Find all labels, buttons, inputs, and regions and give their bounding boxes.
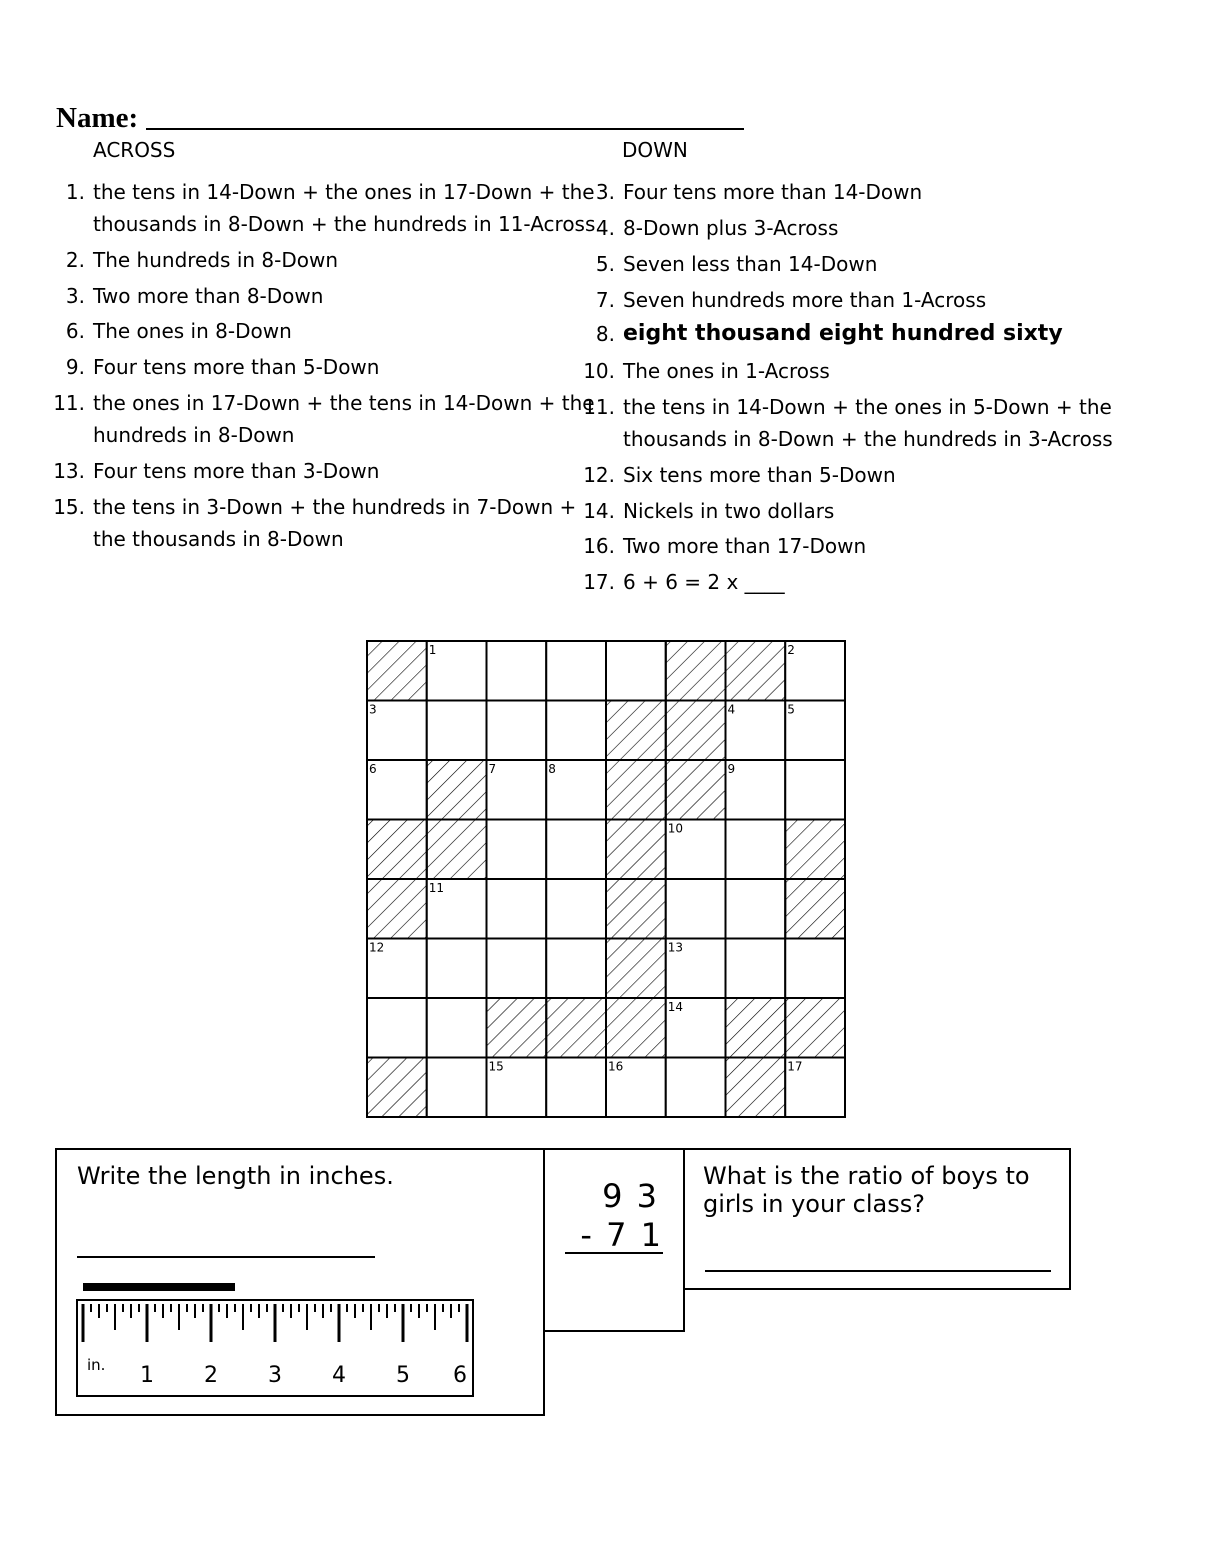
shaded-cell [606, 879, 666, 939]
cell-number: 2 [787, 643, 795, 657]
clue-number: 15. [53, 495, 85, 519]
grid-cell[interactable] [487, 641, 547, 701]
clue-number: 14. [583, 499, 615, 523]
cell-number: 13 [667, 940, 684, 955]
clue-number: 13. [53, 459, 85, 483]
cell-number: 6 [369, 762, 377, 776]
grid-cell[interactable] [427, 939, 487, 999]
crossword-grid [366, 640, 846, 1118]
shaded-cell [606, 701, 666, 761]
grid-cell[interactable] [546, 1058, 606, 1118]
ruler-number: 1 [140, 1363, 154, 1388]
shaded-cell [666, 641, 726, 701]
clue-number: 7. [595, 288, 615, 312]
length-answer-line[interactable] [77, 1256, 375, 1258]
cell-number: 15 [488, 1059, 504, 1074]
shaded-cell [726, 998, 786, 1058]
shaded-cell [427, 760, 487, 820]
name-field[interactable] [146, 128, 744, 130]
clue-number: 3. [65, 284, 85, 308]
grid-cell[interactable] [606, 641, 666, 701]
clue-number: 1. [65, 180, 85, 204]
cell-number: 1 [428, 643, 437, 657]
grid-cell[interactable] [427, 1058, 487, 1118]
shaded-cell [546, 998, 606, 1058]
grid-cell[interactable] [666, 879, 726, 939]
name-label: Name: [56, 102, 139, 134]
clue-text: Six tens more than 5-Down [623, 463, 896, 487]
ruler-unit-label: in. [87, 1356, 106, 1374]
down-heading: DOWN [622, 138, 688, 162]
length-prompt: Write the length in inches. [77, 1162, 394, 1190]
shaded-cell [726, 641, 786, 701]
cell-number: 7 [488, 762, 497, 776]
measured-object-bar [83, 1283, 235, 1291]
ruler-number: 6 [453, 1363, 467, 1388]
shaded-cell [666, 701, 726, 761]
cell-number: 17 [787, 1059, 803, 1074]
grid-cell[interactable] [546, 641, 606, 701]
clue-text: Seven hundreds more than 1-Across [623, 288, 987, 312]
shaded-cell [785, 820, 845, 880]
grid-cell[interactable] [427, 701, 487, 761]
cell-number: 3 [369, 702, 377, 717]
cell-number: 12 [369, 940, 385, 955]
grid-cell[interactable] [487, 939, 547, 999]
grid-cell[interactable] [487, 701, 547, 761]
across-heading: ACROSS [93, 138, 176, 162]
cell-number: 4 [727, 702, 736, 717]
shaded-cell [367, 1058, 427, 1118]
length-question-box [55, 1148, 545, 1416]
clue-number: 11. [583, 395, 615, 419]
shaded-cell [367, 820, 427, 880]
subtraction-bottom: - 7 1 [565, 1218, 663, 1254]
cell-number: 5 [787, 702, 795, 717]
clue-number: 4. [595, 216, 615, 240]
grid-cell[interactable] [367, 998, 427, 1058]
ratio-prompt-line2: girls in your class? [703, 1190, 925, 1218]
shaded-cell [726, 1058, 786, 1118]
grid-cell[interactable] [546, 701, 606, 761]
ruler-number: 3 [268, 1363, 282, 1388]
clue-text: the thousands in 8-Down [93, 527, 344, 551]
grid-cell[interactable] [546, 879, 606, 939]
cell-number: 14 [667, 1000, 684, 1014]
cell-number: 16 [608, 1059, 624, 1074]
clue-text: the tens in 14-Down + the ones in 17-Down + the [93, 180, 595, 204]
cell-number: 10 [667, 821, 684, 836]
grid-cell[interactable] [546, 939, 606, 999]
clue-number: 5. [595, 252, 615, 276]
grid-cell[interactable] [427, 998, 487, 1058]
grid-cell[interactable] [785, 760, 845, 820]
shaded-cell [785, 998, 845, 1058]
clue-text: 6 + 6 = 2 x ____ [623, 570, 785, 594]
clue-number: 8. [595, 322, 615, 346]
clue-text: the ones in 17-Down + the tens in 14-Down + the [93, 391, 595, 415]
clue-text: hundreds in 8-Down [93, 423, 295, 447]
grid-cell[interactable] [726, 820, 786, 880]
clue-number: 12. [583, 463, 615, 487]
clue-text: The ones in 1-Across [623, 359, 830, 383]
shaded-cell [487, 998, 547, 1058]
ruler-number: 5 [396, 1363, 410, 1388]
cell-number: 11 [428, 881, 445, 895]
clue-number: 17. [583, 570, 615, 594]
clue-text: The ones in 8-Down [93, 319, 292, 343]
clue-text: thousands in 8-Down + the hundreds in 3-Across [623, 427, 1113, 451]
clue-text: Two more than 17-Down [623, 534, 867, 558]
shaded-cell [606, 820, 666, 880]
clue-text: Nickels in two dollars [623, 499, 835, 523]
shaded-cell [785, 879, 845, 939]
ratio-question-box [683, 1148, 1071, 1290]
subtraction-box [543, 1148, 685, 1332]
clue-text: Four tens more than 14-Down [623, 180, 923, 204]
grid-cell[interactable] [726, 939, 786, 999]
clue-number: 9. [65, 355, 85, 379]
grid-cell[interactable] [666, 1058, 726, 1118]
grid-cell[interactable] [487, 820, 547, 880]
clue-text: Four tens more than 3-Down [93, 459, 380, 483]
clue-text: The hundreds in 8-Down [93, 248, 339, 272]
clue-text: Four tens more than 5-Down [93, 355, 380, 379]
clue-number: 2. [65, 248, 85, 272]
grid-cell[interactable] [546, 820, 606, 880]
grid-cell[interactable] [726, 879, 786, 939]
clue-text: 8-Down plus 3-Across [623, 216, 839, 240]
subtraction-top: 9 3 [602, 1177, 659, 1215]
cell-number: 9 [727, 762, 736, 776]
shaded-cell [666, 760, 726, 820]
ruler [75, 1278, 477, 1400]
shaded-cell [367, 879, 427, 939]
clue-number: 11. [53, 391, 85, 415]
clue-text: Seven less than 14-Down [623, 252, 878, 276]
shaded-cell [427, 820, 487, 880]
shaded-cell [606, 760, 666, 820]
grid-cell[interactable] [785, 939, 845, 999]
clue-number: 16. [583, 534, 615, 558]
ratio-answer-line[interactable] [705, 1270, 1051, 1272]
clue-number: 3. [595, 180, 615, 204]
clue-text: thousands in 8-Down + the hundreds in 11-Across [93, 212, 596, 236]
grid-cell[interactable] [487, 879, 547, 939]
clue-number: 6. [65, 319, 85, 343]
ratio-prompt-line1: What is the ratio of boys to [703, 1162, 1030, 1190]
ruler-number: 4 [332, 1363, 346, 1388]
clue-number: 10. [583, 359, 615, 383]
cell-number: 8 [548, 762, 556, 776]
shaded-cell [606, 939, 666, 999]
ruler-number: 2 [204, 1363, 218, 1388]
shaded-cell [367, 641, 427, 701]
clue-text: eight thousand eight hundred sixty [623, 321, 1063, 346]
clue-text: Two more than 8-Down [93, 284, 324, 308]
clue-text: the tens in 14-Down + the ones in 5-Down + the [623, 395, 1112, 419]
clue-text: the tens in 3-Down + the hundreds in 7-Down + [93, 495, 577, 519]
shaded-cell [606, 998, 666, 1058]
